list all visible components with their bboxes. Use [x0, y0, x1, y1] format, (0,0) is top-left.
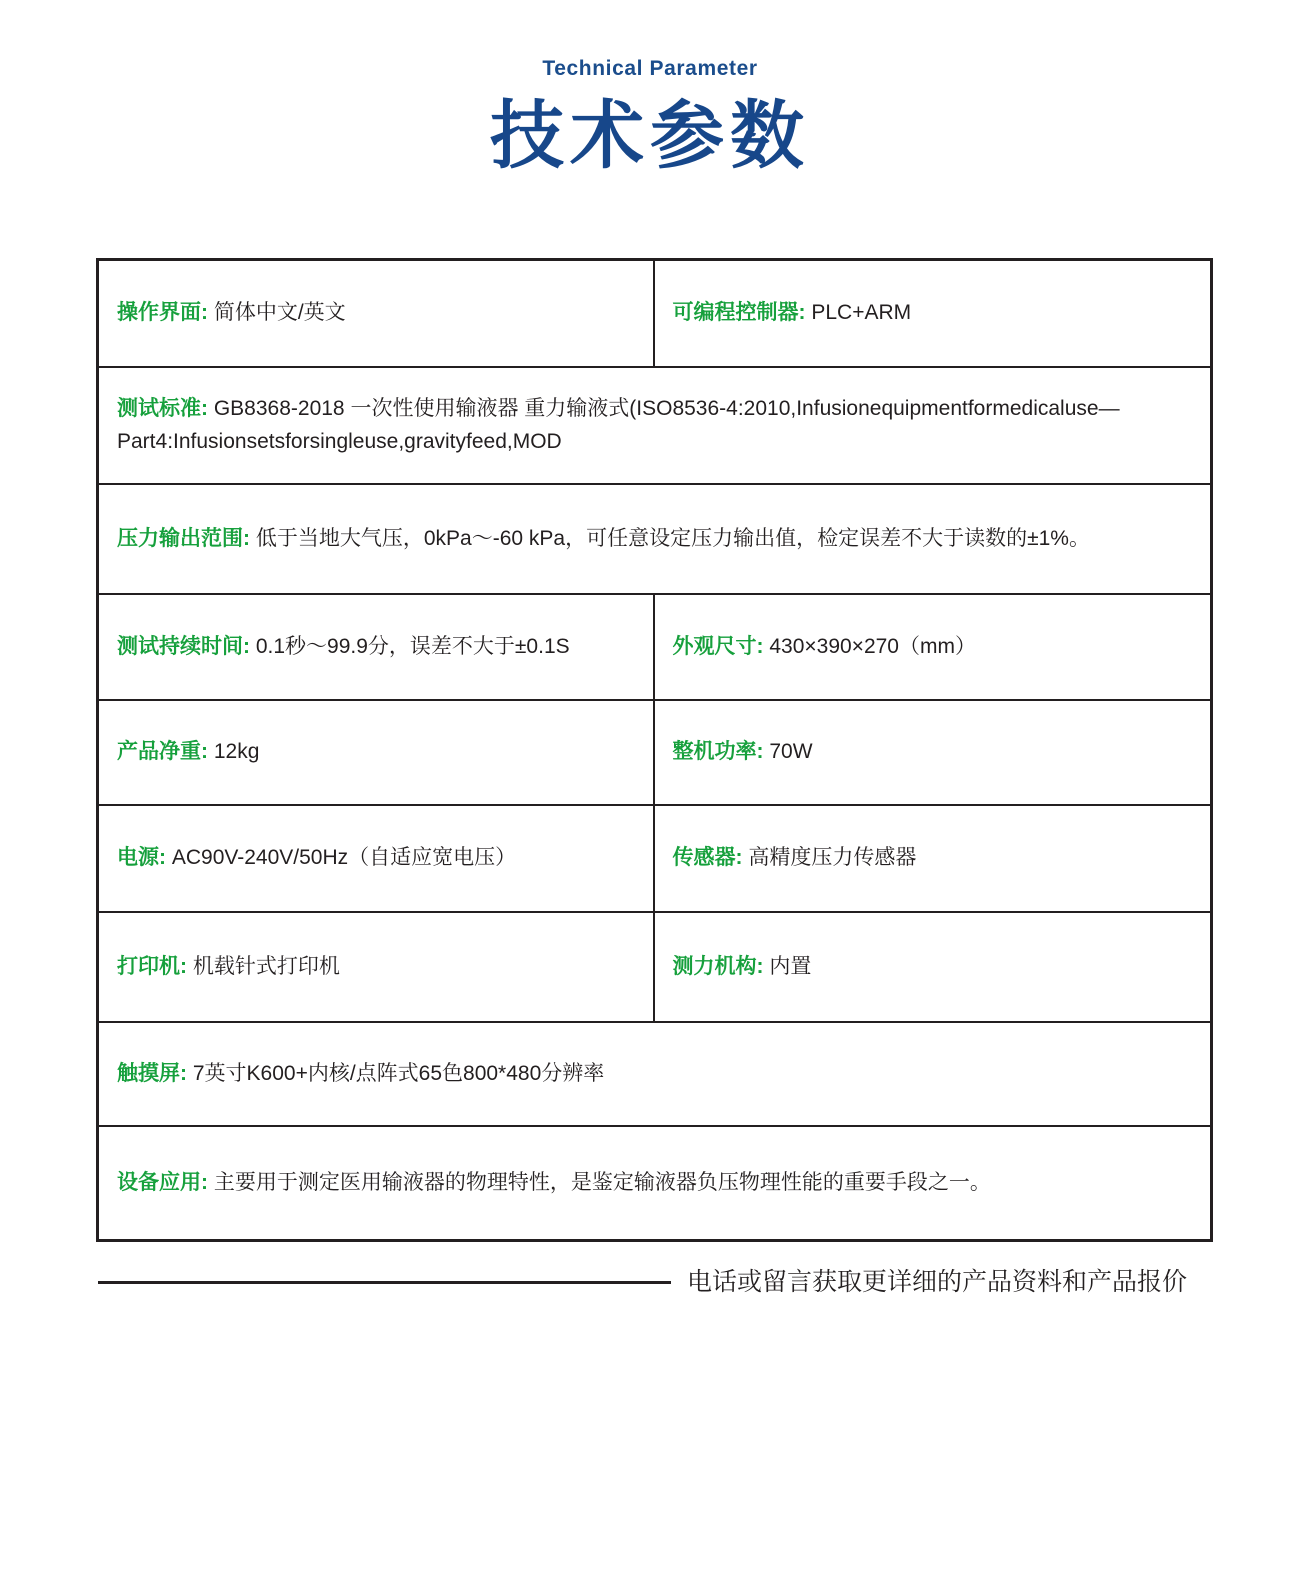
spec-value: AC90V-240V/50Hz（自适应宽电压）	[171, 846, 517, 870]
spec-value: PLC+ARM	[811, 301, 912, 325]
table-row	[99, 806, 1210, 913]
footer	[98, 1262, 1212, 1302]
spec-label: 可编程控制器:	[672, 301, 806, 325]
page-title: 技术参数	[490, 94, 810, 177]
spec-value: GB8368-2018 一次性使用输液器 重力输液式(ISO8536-4:2010,Infusionequipmentformedicaluse—Part4:Infusionsetsforsingleuse,gravityfeed,MOD	[117, 396, 1120, 453]
spec-cell-sensor	[655, 806, 1211, 911]
spec-cell-application	[99, 1127, 1210, 1239]
spec-cell-test-standard	[99, 368, 1210, 483]
footer-divider	[98, 1281, 671, 1284]
table-row	[99, 595, 1210, 701]
spec-value: 机载针式打印机	[192, 954, 340, 978]
spec-value: 70W	[769, 740, 813, 764]
table-row	[99, 1023, 1210, 1127]
spec-label: 传感器:	[672, 846, 743, 870]
spec-cell-total-power	[655, 701, 1211, 804]
spec-label: 打印机:	[117, 954, 187, 978]
spec-label: 触摸屏:	[117, 1061, 187, 1085]
page-header	[0, 0, 1300, 175]
spec-cell-power-supply	[99, 806, 655, 911]
spec-value: 高精度压力传感器	[748, 846, 917, 870]
spec-label: 外观尺寸:	[672, 634, 764, 658]
spec-value: 12kg	[213, 740, 260, 764]
table-row	[99, 1127, 1210, 1239]
footer-contact-text: 电话或留言获取更详细的产品资料和产品报价	[687, 1267, 1188, 1296]
spec-label: 压力输出范围:	[117, 526, 250, 550]
spec-value: 0.1秒～99.9分，误差不大于±0.1S	[255, 634, 570, 658]
spec-cell-dimensions	[655, 595, 1211, 699]
spec-value: 主要用于测定医用输液器的物理特性，是鉴定输液器负压物理性能的重要手段之一。	[213, 1170, 991, 1194]
spec-label: 整机功率:	[672, 740, 764, 764]
spec-cell-printer	[99, 913, 655, 1021]
spec-cell-touchscreen	[99, 1023, 1210, 1125]
table-row	[99, 368, 1210, 485]
spec-label: 操作界面:	[117, 301, 208, 325]
spec-value: 内置	[769, 954, 812, 978]
spec-cell-plc-controller	[655, 261, 1211, 366]
table-row	[99, 913, 1210, 1023]
spec-cell-force-mechanism	[655, 913, 1211, 1021]
table-row	[99, 261, 1210, 368]
spec-value: 430×390×270（mm）	[769, 634, 976, 658]
spec-value: 7英寸K600+内核/点阵式65色800*480分辨率	[192, 1061, 605, 1085]
spec-label: 测试持续时间:	[117, 634, 250, 658]
technical-parameter-table	[96, 258, 1213, 1242]
spec-label: 测试标准:	[117, 396, 208, 420]
spec-cell-operation-interface	[99, 261, 655, 366]
spec-value: 简体中文/英文	[213, 301, 346, 325]
spec-label: 测力机构:	[672, 954, 764, 978]
spec-cell-test-duration	[99, 595, 655, 699]
spec-cell-pressure-output-range	[99, 485, 1210, 593]
spec-label: 电源:	[117, 846, 166, 870]
spec-label: 设备应用:	[117, 1170, 208, 1194]
header-eyebrow: Technical Parameter	[542, 57, 758, 80]
spec-value: 低于当地大气压，0kPa～-60 kPa，可任意设定压力输出值，检定误差不大于读数的±1%。	[255, 526, 1090, 550]
table-row	[99, 701, 1210, 806]
table-row	[99, 485, 1210, 595]
spec-cell-net-weight	[99, 701, 655, 804]
spec-label: 产品净重:	[117, 740, 208, 764]
